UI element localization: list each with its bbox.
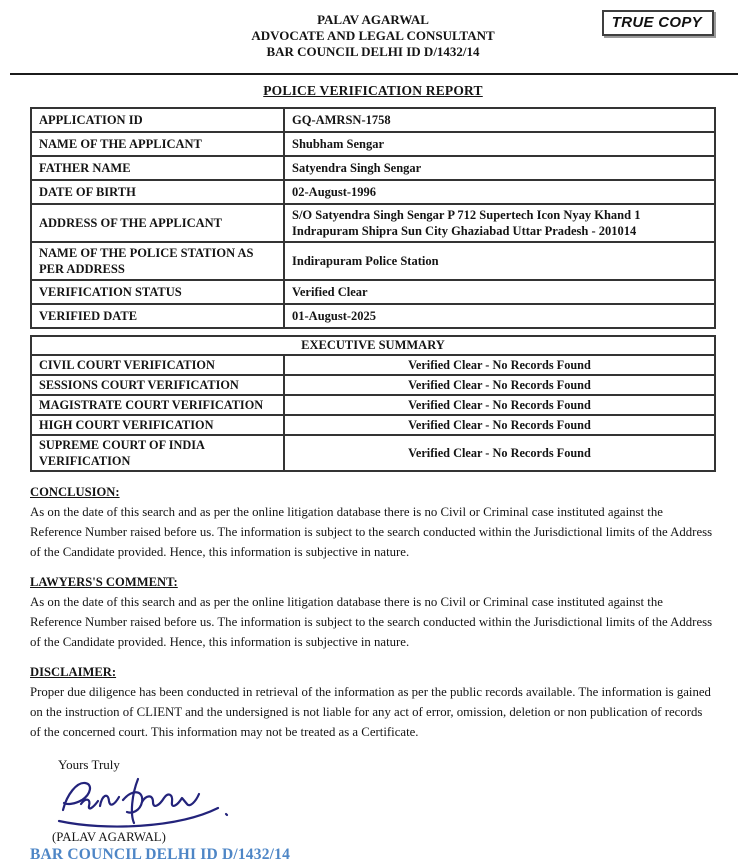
summary-label: HIGH COURT VERIFICATION: [31, 415, 284, 435]
advocate-name: PALAV AGARWAL: [317, 12, 429, 27]
closing-salutation: Yours Truly: [58, 757, 120, 772]
table-row: [31, 156, 715, 180]
executive-summary-title: EXECUTIVE SUMMARY: [31, 336, 715, 355]
lawyers-comment-heading: LAWYERS'S COMMENT:: [30, 575, 178, 589]
table-row: [31, 395, 715, 415]
table-row: [31, 108, 715, 132]
detail-value: Satyendra Singh Sengar: [284, 156, 715, 180]
header-divider: [10, 73, 738, 75]
summary-label: SESSIONS COURT VERIFICATION: [31, 375, 284, 395]
conclusion-heading: CONCLUSION:: [30, 485, 120, 499]
detail-label: ADDRESS OF THE APPLICANT: [31, 204, 284, 242]
page-title: POLICE VERIFICATION REPORT: [263, 83, 483, 98]
disclaimer-heading: DISCLAIMER:: [30, 665, 117, 679]
disclaimer-section: [30, 665, 716, 742]
summary-value: Verified Clear - No Records Found: [284, 415, 715, 435]
table-row: [31, 204, 715, 242]
detail-label: FATHER NAME: [31, 156, 284, 180]
true-copy-label: TRUE COPY: [611, 14, 702, 31]
detail-label: DATE OF BIRTH: [31, 180, 284, 204]
detail-label: VERIFIED DATE: [31, 304, 284, 328]
table-row: [31, 242, 715, 280]
detail-value: 02-August-1996: [284, 180, 715, 204]
table-row: [31, 132, 715, 156]
lawyers-comment-text: As on the date of this search and as per the online litigation database there is no Civil or Criminal case instituted against the Reference Number raised before us. The information is subject to the search conducted within the Jurisdictional limits of the Address of the Candidate provided. Hence, this information is subjective in nature.: [30, 595, 713, 649]
advocate-bar-id: BAR COUNCIL DELHI ID D/1432/14: [266, 44, 480, 59]
summary-value: Verified Clear - No Records Found: [284, 375, 715, 395]
conclusion-section: [30, 485, 716, 562]
summary-value: Verified Clear - No Records Found: [284, 435, 715, 471]
applicant-details-table: [30, 107, 716, 329]
signature-icon: [50, 776, 260, 830]
detail-label: APPLICATION ID: [31, 108, 284, 132]
detail-value: Verified Clear: [284, 280, 715, 304]
lawyers-comment-section: [30, 575, 716, 652]
advocate-title: ADVOCATE AND LEGAL CONSULTANT: [251, 28, 495, 43]
table-row: [31, 355, 715, 375]
detail-label: VERIFICATION STATUS: [31, 280, 284, 304]
executive-summary-table: [30, 335, 716, 472]
summary-label: SUPREME COURT OF INDIA VERIFICATION: [31, 435, 284, 471]
true-copy-stamp: [602, 10, 714, 36]
handwritten-signature: [50, 776, 716, 830]
table-row: [31, 435, 715, 471]
detail-value: GQ-AMRSN-1758: [284, 108, 715, 132]
detail-label: NAME OF THE POLICE STATION AS PER ADDRESS: [31, 242, 284, 280]
table-row: [31, 280, 715, 304]
detail-value: Indirapuram Police Station: [284, 242, 715, 280]
table-row: [31, 180, 715, 204]
detail-value: 01-August-2025: [284, 304, 715, 328]
conclusion-text: As on the date of this search and as per the online litigation database there is no Civil or Criminal case instituted against the Reference Number raised before us. The information is subject to the search conducted within the Jurisdictional limits of the Address of the Candidate provided. Hence, this information is subjective in nature.: [30, 505, 713, 559]
summary-label: CIVIL COURT VERIFICATION: [31, 355, 284, 375]
signatory-name: (PALAV AGARWAL): [52, 830, 166, 844]
summary-label: MAGISTRATE COURT VERIFICATION: [31, 395, 284, 415]
table-row: [31, 375, 715, 395]
detail-value: S/O Satyendra Singh Sengar P 712 Supertech Icon Nyay Khand 1 Indrapuram Shipra Sun City Ghaziabad Uttar Pradesh - 201014: [284, 204, 715, 242]
table-row: [31, 415, 715, 435]
detail-value: Shubham Sengar: [284, 132, 715, 156]
summary-value: Verified Clear - No Records Found: [284, 395, 715, 415]
summary-value: Verified Clear - No Records Found: [284, 355, 715, 375]
table-row: [31, 304, 715, 328]
disclaimer-text: Proper due diligence has been conducted in retrieval of the information as per the public records available. The information is gained on the instruction of CLIENT and the undersigned is not liable for any act of error, omission, deletion or non publication of records of the concerned court. This information may not be treated as a Certificate.: [30, 685, 711, 739]
bar-council-id-footer: BAR COUNCIL DELHI ID D/1432/14: [30, 846, 291, 863]
detail-label: NAME OF THE APPLICANT: [31, 132, 284, 156]
table-row: [31, 336, 715, 355]
